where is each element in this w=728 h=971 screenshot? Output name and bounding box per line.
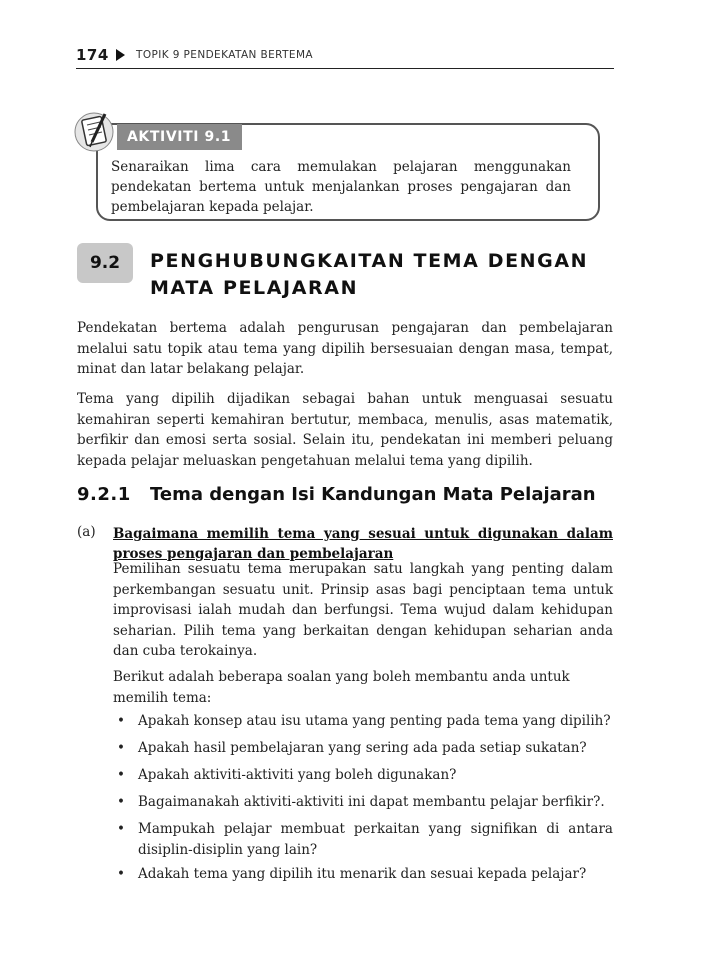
topic-title: TOPIK 9 PENDEKATAN BERTEMA [136,49,313,61]
page-number: 174 [76,46,109,64]
item-body: Pemilihan sesuatu tema merupakan satu langkah yang penting dalam perkembangan sesuatu unit. Prinsip asas bagi penciptaan tema untuk improvisasi ialah mudah dan berfungsi. Tema wujud dalam kehidupan seharian. Pilih tema yang berkaitan dengan kehidupan seharian anda dan cuba terokainya. [113,561,613,659]
list-item-text: Bagaimanakah aktiviti-aktiviti ini dapat membantu pelajar berfikir?. [138,794,605,810]
notepad-pencil-icon [72,108,122,156]
subsection-title: Tema dengan Isi Kandungan Mata Pelajaran [150,484,596,505]
list-item-text: Apakah hasil pembelajaran yang sering ada pada setiap sukatan? [138,740,587,756]
section-title [150,248,620,302]
item-label: (a) [77,524,96,540]
item-heading: Bagaimana memilih tema yang sesuai untuk digunakan dalam proses pengajaran dan pembelajaran [113,526,613,562]
bullet-icon: • [117,740,125,756]
bullet-icon: • [117,821,125,837]
section-number: 9.2 [77,243,133,283]
page-header [76,44,614,69]
activity-title: AKTIVITI 9.1 [117,124,242,150]
bullet-icon: • [117,713,125,729]
list-item-text: Adakah tema yang dipilih itu menarik dan sesuai kepada pelajar? [138,866,587,882]
item-intro: Berikut adalah beberapa soalan yang boleh membantu anda untuk memilih tema: [113,669,570,706]
list-item-text: Mampukah pelajar membuat perkaitan yang signifikan di antara disiplin-disiplin yang lain? [138,821,613,858]
play-arrow-icon [116,49,125,61]
bullet-icon: • [117,767,125,783]
section-title-line-1: PENGHUBUNGKAITAN TEMA DENGAN [150,250,589,272]
subsection-number: 9.2.1 [77,484,131,505]
paragraph-2: Tema yang dipilih dijadikan sebagai bahan untuk menguasai sesuatu kemahiran seperti kemahiran bertutur, membaca, menulis, asas matematik, berfikir dan emosi serta sosial. Selain itu, pendekatan ini memberi peluang kepada pelajar meluaskan pengetahuan melalui tema yang dipilih. [77,391,613,469]
paragraph-1: Pendekatan bertema adalah pengurusan pengajaran dan pembelajaran melalui satu topik atau tema yang dipilih bersesuaian dengan masa, tempat, minat dan latar belakang pelajar. [77,320,613,377]
list-item-text: Apakah konsep atau isu utama yang penting pada tema yang dipilih? [138,713,611,729]
list-item-text: Apakah aktiviti-aktiviti yang boleh digunakan? [138,767,457,783]
activity-text: Senaraikan lima cara memulakan pelajaran menggunakan pendekatan bertema untuk menjalankan proses pengajaran dan pembelajaran kepada pelajar. [111,159,571,215]
section-title-line-2: MATA PELAJARAN [150,277,359,299]
subsection-heading [77,484,596,505]
bullet-icon: • [117,866,125,882]
bullet-icon: • [117,794,125,810]
